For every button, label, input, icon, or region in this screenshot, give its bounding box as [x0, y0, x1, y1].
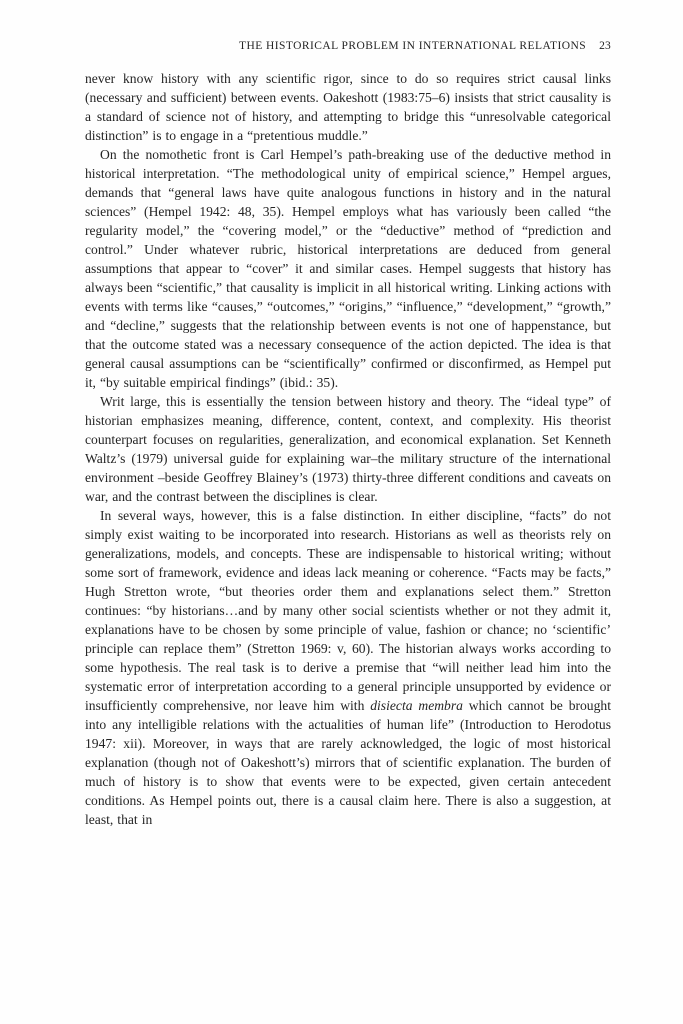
running-head-title: THE HISTORICAL PROBLEM IN INTERNATIONAL RELATIONS — [238, 40, 587, 52]
paragraph — [85, 69, 611, 145]
paragraph — [85, 392, 611, 506]
paragraph — [85, 145, 611, 392]
text-segment: never know history with any scientific rigor, since to do so requires strict causal links (necessary and sufficient) between events. Oakeshott (1983:75–6) insists that strict causality is a standard of science not of history, and attempting to bridge this “unresolvable categorical distinction” is to engage in a “pretentious muddle.” — [85, 71, 611, 143]
body-text — [85, 69, 611, 829]
text-segment: Writ large, this is essentially the tension between history and theory. The “ideal type” of historian emphasizes meaning, difference, content, context, and complexity. His theorist counterpart focuses on regularities, generalization, and economical explanation. Set Kenneth Waltz’s (1979) universal guide for explaining war–the military structure of the international environment –beside Geoffrey Blainey’s (1973) thirty-three different conditions and caveats on war, and the contrast between the disciplines is clear. — [85, 394, 611, 504]
page-number: 23 — [599, 40, 611, 52]
text-segment: In several ways, however, this is a false distinction. In either discipline, “facts” do not simply exist waiting to be incorporated into research. Historians as well as theorists rely on generalizations, models, and concepts. These are indispensable to historical writing; without some sort of framework, evidence and ideas lack meaning or coherence. “Facts may be facts,” Hugh Stretton wrote, “but theories order them and explanations select them.” Stretton continues: “by historians…and by many other social scientists whether or not they admit it, explanations have to be chosen by some principle of value, fashion or chance; no ‘scientific’ principle can replace them” (Stretton 1969: v, 60). The historian always works according to some hypothesis. The real task is to derive a premise that “will neither lead him into the systematic error of interpretation according to a general principle unsupported by evidence or insufficiently comprehensive, nor leave him with — [85, 508, 611, 713]
text-segment: which cannot be brought into any intelligible relations with the actualities of human life” (Introduction to Herodotus 1947: xii). Moreover, in ways that are rarely acknowledged, the logic of most historical explanation (though not of Oakeshott’s) mirrors that of scientific explanation. The burden of much of history is to show that events were to be expected, given certain antecedent conditions. As Hempel points out, there is a causal claim here. There is also a suggestion, at least, that in — [85, 698, 611, 827]
running-header — [85, 40, 611, 53]
italic-phrase: disiecta membra — [370, 698, 463, 713]
paragraph — [85, 506, 611, 829]
text-segment: On the nomothetic front is Carl Hempel’s path-breaking use of the deductive method in historical interpretation. “The methodological unity of empirical science,” Hempel argues, demands that “general laws have quite analogous functions in history and in the natural sciences” (Hempel 1942: 48, 35). Hempel employs what has variously been called “the regularity model,” the “covering model,” or the “deductive” method of “prediction and control.” Under whatever rubric, historical interpretations are deduced from general assumptions that appear to “cover” it and similar cases. Hempel suggests that history has always been “scientific,” that causality is implicit in all historical writing. Linking actions with events with terms like “causes,” “outcomes,” “origins,” “influence,” “development,” “growth,” and “decline,” suggests that the relationship between events is not one of happenstance, but that the outcome stated was a necessary consequence of the action depicted. The idea is that general causal assumptions can be “scientifically” confirmed or disconfirmed, as Hempel put it, “by suitable empirical findings” (ibid.: 35). — [85, 147, 611, 390]
